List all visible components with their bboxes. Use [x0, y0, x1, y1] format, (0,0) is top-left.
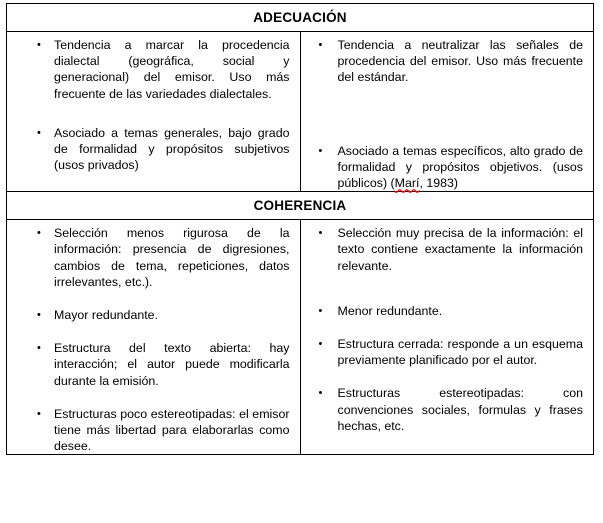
coherencia-right-cell — [300, 220, 594, 455]
bullet-text-with-spellcheck — [338, 143, 584, 192]
list-item — [301, 385, 594, 434]
list-item — [301, 303, 594, 319]
list-item — [7, 307, 300, 323]
comparison-table — [6, 3, 594, 455]
bullet-text: • Tendencia a marcar la procedencia dialectal (geográfica, social y generacional) del emisor. Uso más frecuente de las variedades dialectales. — [54, 38, 290, 101]
adecuacion-left-cell — [7, 32, 301, 192]
section-content-row-coherencia — [7, 220, 594, 455]
adecuacion-right-cell — [300, 32, 594, 192]
bullet-text: • Selección muy precisa de la información: el texto contiene exactamente la información relevante. — [337, 226, 583, 273]
bullet-text: • Selección menos rigurosa de la información: presencia de digresiones, cambios de tema, repeticiones, datos irrelevantes, etc.). — [54, 226, 290, 289]
bullet-text: • Tendencia a neutralizar las señales de procedencia del emisor. Uso más frecuente del estándar. — [337, 38, 583, 85]
section-header-row-coherencia — [7, 192, 594, 220]
list-item — [301, 336, 594, 368]
adecuacion-right-bullet-list — [301, 37, 594, 191]
bullet-text: • Asociado a temas generales, bajo grado de formalidad y propósitos subjetivos (usos privados) — [54, 125, 290, 173]
bullet-text-suffix: , 1983) — [419, 176, 459, 191]
bullet-text: • Estructura del texto abierta: hay interacción; el autor puede modificarla durante la emisión. — [54, 341, 290, 388]
coherencia-left-cell — [7, 220, 301, 455]
section-title-coherencia: COHERENCIA — [7, 192, 594, 220]
bullet-text: • Estructuras estereotipadas: con convenciones sociales, formulas y frases hechas, etc. — [337, 386, 583, 433]
section-header-row-adecuacion — [7, 4, 594, 32]
section-title-adecuacion: ADECUACIÓN — [7, 4, 594, 32]
adecuacion-left-bullet-list — [7, 37, 300, 173]
list-item — [7, 225, 300, 290]
list-item — [7, 125, 300, 174]
section-content-row-adecuacion — [7, 32, 594, 192]
list-item — [7, 340, 300, 389]
coherencia-left-bullet-list — [7, 225, 300, 454]
list-item — [301, 225, 594, 274]
spellcheck-misspelled-word[interactable]: Marí — [394, 176, 420, 191]
list-item — [7, 406, 300, 455]
coherencia-right-bullet-list — [301, 225, 594, 434]
bullet-text: • Estructuras poco estereotipadas: el emisor tiene más libertad para elaborarlas como desee. — [54, 406, 290, 454]
bullet-text: • Mayor redundante. — [54, 308, 159, 323]
list-item — [301, 37, 594, 86]
bullet-text: • Menor redundante. — [337, 303, 443, 318]
list-item — [7, 37, 300, 102]
bullet-text-prefix: Asociado a temas específicos, alto grado de formalidad y propósitos objetivos. (usos públicos) ( — [337, 143, 583, 191]
bullet-text: • Estructura cerrada: responde a un esquema previamente planificado por el autor. — [337, 337, 583, 368]
list-item — [301, 143, 594, 192]
